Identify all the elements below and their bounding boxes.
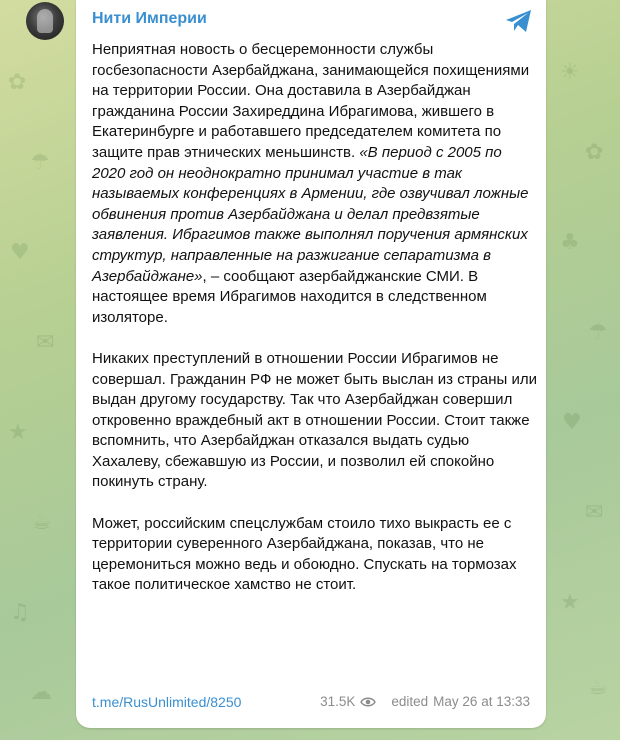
wallpaper-doodle: ☂ xyxy=(588,320,608,345)
message-text xyxy=(92,40,538,596)
message-paragraph-3: Может, российским спецслужбам стоило тихо выкрасть ее с территории суверенного Азербайджана, показав, что не церемониться можно ведь и обоюдно. Спускать на тормозах такое политическое хамство не стоит. xyxy=(92,514,517,594)
message-footer xyxy=(92,694,530,714)
wallpaper-doodle: ✉ xyxy=(36,330,55,355)
wallpaper-doodle: ✉ xyxy=(585,500,604,525)
wallpaper-doodle: ☕ xyxy=(32,510,52,535)
wallpaper-doodle: ★ xyxy=(8,420,28,445)
eye-icon xyxy=(360,696,376,708)
message-meta xyxy=(320,694,530,709)
views-count: 31.5K xyxy=(320,694,356,709)
message-paragraph-1-tail: , – сообщают азербайджанские СМИ. В настоящее время Ибрагимов находится в следственном изоляторе. xyxy=(92,267,487,326)
avatar-figure xyxy=(37,9,53,33)
post-link[interactable]: t.me/RusUnlimited/8250 xyxy=(92,694,242,710)
wallpaper-doodle: ☀ xyxy=(560,60,580,85)
telegram-share-icon[interactable] xyxy=(504,8,534,34)
wallpaper-doodle: ☁ xyxy=(30,680,52,705)
message-bubble xyxy=(76,0,546,728)
wallpaper-doodle: ♥ xyxy=(562,410,582,435)
wallpaper-doodle: ♣ xyxy=(560,230,580,255)
channel-avatar[interactable] xyxy=(26,2,64,40)
message-paragraph-1-text: Неприятная новость о бесцеремонности службы госбезопасности Азербайджана, занимающейся похищениями на территории России. Она доставила в Азербайджан гражданина России Захиреддина Ибрагимова, жившего в Екатеринбурге и работавшего председателем комитета по защите прав этнических меньшинств. xyxy=(92,41,530,161)
wallpaper-doodle: ★ xyxy=(560,590,580,615)
wallpaper-doodle: ♫ xyxy=(10,600,30,625)
wallpaper-doodle: ♥ xyxy=(10,240,30,265)
wallpaper-doodle: ✿ xyxy=(585,140,604,165)
wallpaper-doodle: ✿ xyxy=(8,70,27,95)
channel-name[interactable]: Нити Империи xyxy=(92,10,207,27)
edited-label: edited xyxy=(391,694,429,709)
wallpaper-doodle: ☕ xyxy=(588,675,608,700)
message-paragraph-2: Никаких преступлений в отношении России Ибрагимов не совершал. Гражданин РФ не может быть выслан из страны или выдан другому государству. Так что Азербайджан совершил откровенно враждебный акт в отношении России. Стоит также вспомнить, что Азербайджан отказался выдать судью Хахалеву, сбежавшую из России, и позволил ей спокойно покинуть страну. xyxy=(92,349,538,491)
wallpaper-doodle: ☂ xyxy=(30,150,50,175)
message-date: May 26 at 13:33 xyxy=(433,694,530,709)
message-quote: «В период с 2005 по 2020 год он неоднократно принимал участие в так называемых конференциях в Армении, где озвучивал ложные обвинения против Азербайджана и делал предвзятые заявления. Ибрагимов также выполнял поручения армянских структур, направленные на разжигание сепаратизма в Азербайджане» xyxy=(92,143,529,285)
